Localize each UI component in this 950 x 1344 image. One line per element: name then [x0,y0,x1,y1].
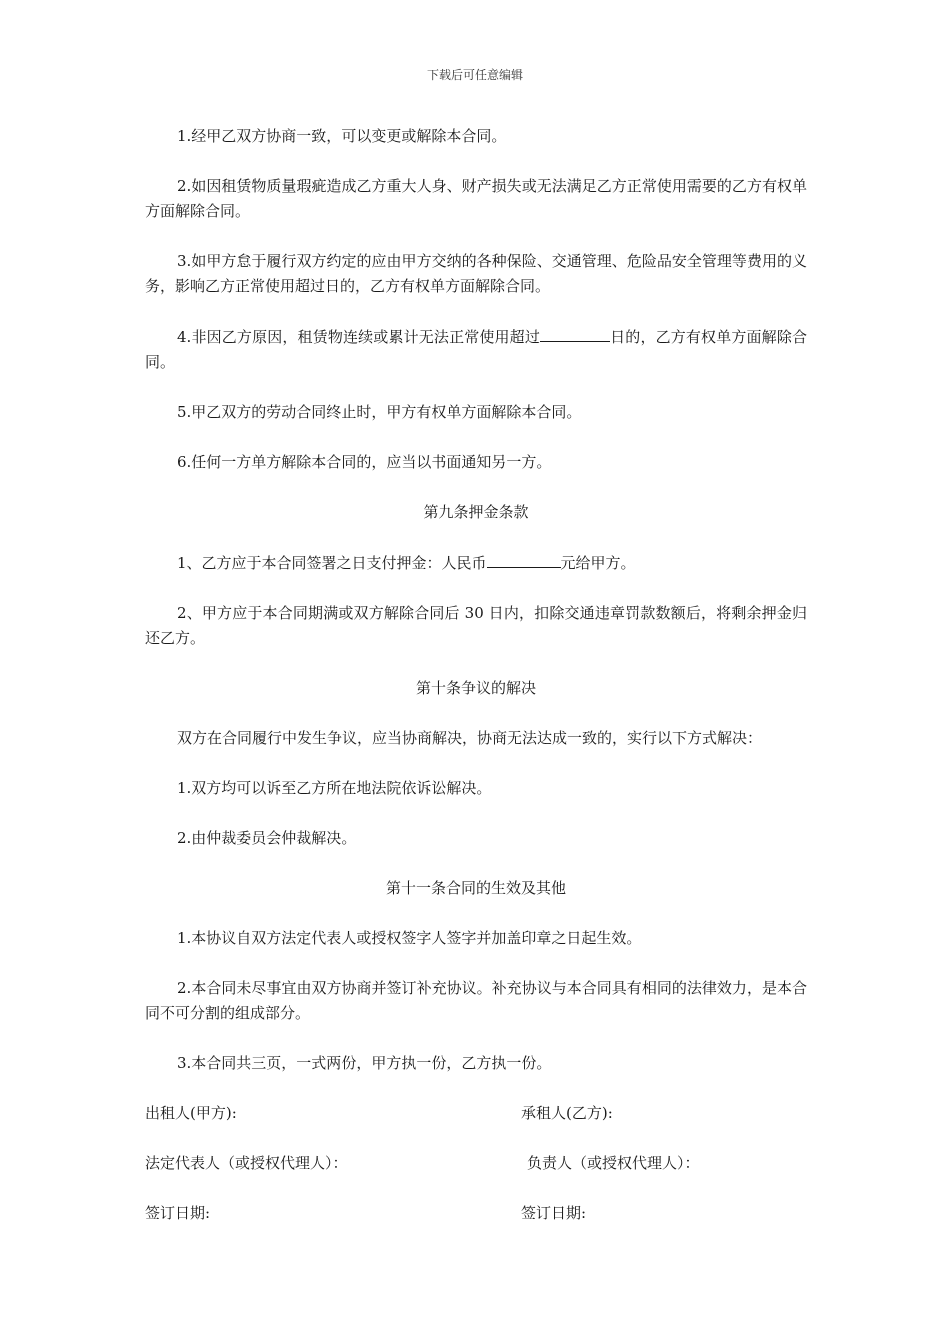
article-10-heading: 第十条争议的解决 [415,679,536,697]
effect-item-2: 2.本合同未尽事宜由双方协商并签订补充协议。补充协议与本合同具有相同的法律效力，是本合同不可分割的组成部分。 [145,979,807,1022]
signature-row-party [145,1101,807,1126]
article-9-heading: 第九条押金条款 [423,503,529,521]
termination-item-3: 3.如甲方怠于履行双方约定的应由甲方交纳的各种保险、交通管理、危险品安全管理等费用的义务，影响乙方正常使用超过日的，乙方有权单方面解除合同。 [145,252,807,295]
lessee-representative-label: 负责人（或授权代理人）： [527,1154,700,1172]
effect-item-1: 1.本协议自双方法定代表人或授权签字人签字并加盖印章之日起生效。 [177,929,642,947]
termination-item-6: 6.任何一方单方解除本合同的，应当以书面通知另一方。 [177,453,552,471]
deposit-item-1 [145,550,807,576]
amount-blank-line [487,550,561,568]
article-11-heading: 第十一条合同的生效及其他 [385,879,566,897]
lessor-representative-label: 法定代表人（或授权代理人）： [145,1154,348,1172]
termination-item-4-text-a: 4.非因乙方原因，租赁物连续或累计无法正常使用超过 [177,328,540,346]
termination-item-4-text-b: 日的，乙方有权单方面解除合同。 [145,328,807,371]
lessee-label: 承租人(乙方): [521,1104,613,1122]
deposit-item-1-text-b: 元给甲方。 [560,554,636,572]
deposit-item-2: 2、甲方应于本合同期满或双方解除合同后 30 日内，扣除交通违章罚款数额后，将剩余押金归还乙方。 [145,604,807,647]
header-note: 下载后可任意编辑 [426,68,523,82]
dispute-item-2: 2.由仲裁委员会仲裁解决。 [177,829,357,847]
signature-row-representative [145,1151,807,1176]
signature-row-date [145,1201,807,1226]
deposit-item-1-text-a: 1、乙方应于本合同签署之日支付押金：人民币 [177,554,487,572]
termination-item-5: 5.甲乙双方的劳动合同终止时，甲方有权单方面解除本合同。 [177,403,582,421]
dispute-intro: 双方在合同履行中发生争议，应当协商解决，协商无法达成一致的，实行以下方式解决： [177,729,763,747]
days-blank-line [540,324,610,342]
effect-item-3: 3.本合同共三页，一式两份，甲方执一份，乙方执一份。 [177,1054,552,1072]
termination-item-4 [145,324,807,375]
termination-item-2: 2.如因租赁物质量瑕疵造成乙方重大人身、财产损失或无法满足乙方正常使用需要的乙方有权单方面解除合同。 [145,177,807,220]
contract-body [145,124,807,1251]
termination-item-1: 1.经甲乙双方协商一致，可以变更或解除本合同。 [177,127,507,145]
lessor-label: 出租人(甲方): [145,1104,237,1122]
lessee-date-label: 签订日期: [521,1204,587,1222]
dispute-item-1: 1.双方均可以诉至乙方所在地法院依诉讼解决。 [177,779,492,797]
lessor-date-label: 签订日期: [145,1204,211,1222]
